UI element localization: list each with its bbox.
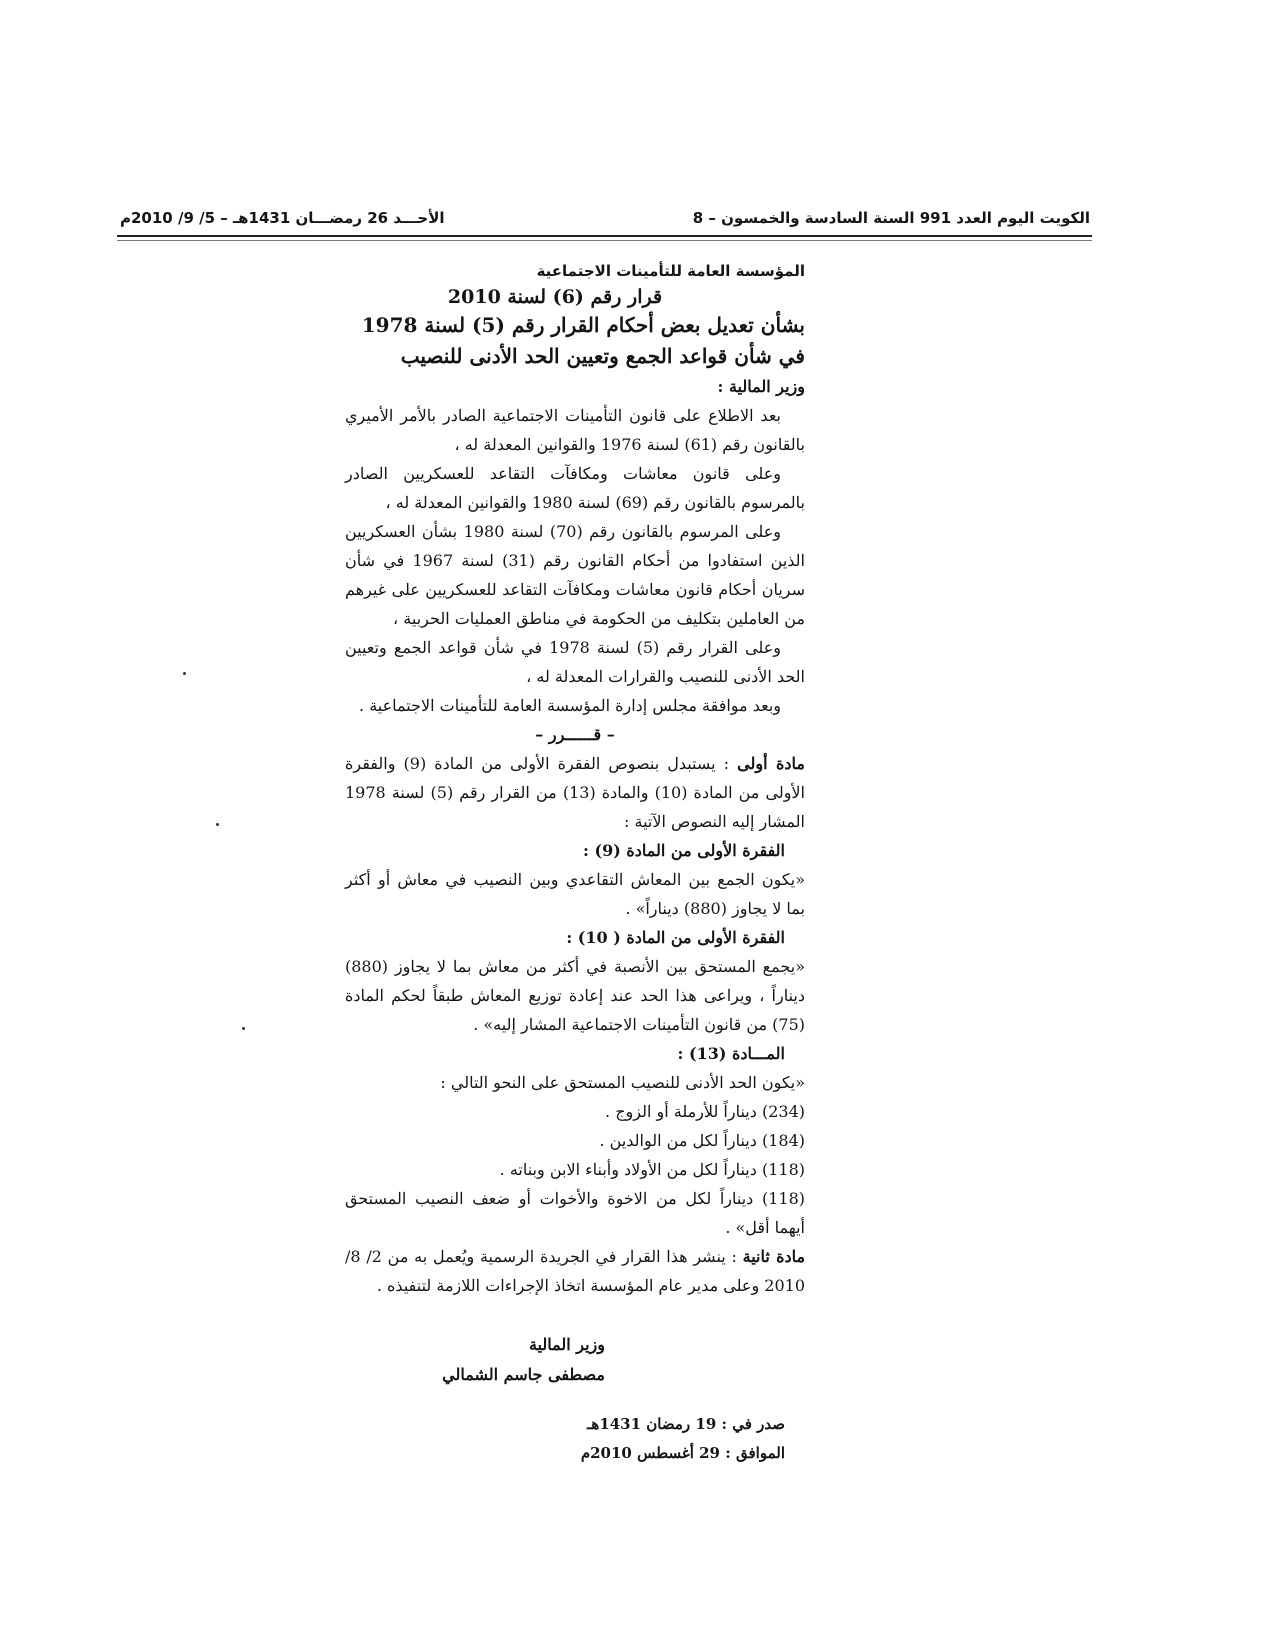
scan-speck xyxy=(242,1027,245,1030)
header-rule xyxy=(117,235,1092,237)
preamble-4: وعلى القرار رقم (5) لسنة 1978 في شأن قواعد الجمع وتعيين الحد الأدنى للنصيب والقرارات المعدلة له ، xyxy=(345,638,805,686)
article-9-para-text: «يكون الجمع بين المعاش التقاعدي وبين النصيب في معاش أو أكثر بما لا يجاوز (880) ديناراً» . xyxy=(345,870,805,918)
signatory-name: مصطفى جاسم الشمالي xyxy=(442,1365,605,1384)
header-rule-thin xyxy=(117,240,1092,241)
article-13-intro: «يكون الحد الأدنى للنصيب المستحق على النحو التالي : xyxy=(440,1073,805,1092)
issue-date-hijri: صدر في : 19 رمضان 1431هـ xyxy=(587,1415,785,1433)
article-1-text: : يستبدل بنصوص الفقرة الأولى من المادة (9) والفقرة الأولى من المادة (10) والمادة (13) من القرار رقم (5) لسنة 1978 المشار إليه النصوص الآتية : xyxy=(345,754,806,831)
list-item: (184) ديناراً لكل من الوالدين . xyxy=(599,1131,805,1150)
subject-line-2: في شأن قواعد الجمع وتعيين الحد الأدنى للنصيب xyxy=(400,344,805,368)
list-item: (118) ديناراً لكل من الاخوة والأخوات أو ضعف النصيب المستحق أيهما أقل» . xyxy=(345,1189,805,1237)
preamble-2: وعلى قانون معاشات ومكافآت التقاعد للعسكريين الصادر بالمرسوم بالقانون رقم (69) لسنة 1980 والقوانين المعدلة له ، xyxy=(345,464,805,512)
decision-title: قرار رقم (6) لسنة 2010 xyxy=(447,286,663,308)
subject-line-1: بشأن تعديل بعض أحكام القرار رقم (5) لسنة 1978 xyxy=(361,313,805,337)
article-2-label: مادة ثانية xyxy=(742,1247,806,1266)
issue-date-gregorian: الموافق : 29 أغسطس 2010م xyxy=(580,1444,785,1462)
decides-heading: – قــــــرر – xyxy=(535,725,615,744)
signature-block xyxy=(345,1330,805,1390)
signatory-title: وزير المالية xyxy=(528,1335,605,1354)
preamble-5: وبعد موافقة مجلس إدارة المؤسسة العامة للتأمينات الاجتماعية . xyxy=(359,696,781,715)
article-10-para-text: «يجمع المستحق بين الأنصبة في أكثر من معاش بما لا يجاوز (880) ديناراً ، ويراعى هذا الحد عند إعادة توزيع المعاش طبقاً لحكم المادة (75) من قانون التأمينات الاجتماعية المشار إليه» . xyxy=(345,957,805,1034)
organization-name: المؤسسة العامة للتأمينات الاجتماعية xyxy=(536,262,805,280)
issue-date-block xyxy=(345,1410,805,1468)
page-header xyxy=(120,205,1090,231)
article-9-para-label: الفقرة الأولى من المادة (9) : xyxy=(583,841,785,860)
decision-column xyxy=(345,262,805,1468)
gazette-date: الأحـــد 26 رمضـــان 1431هـ – 5/ 9/ 2010م xyxy=(120,209,445,227)
scan-speck xyxy=(216,823,219,826)
preamble-3: وعلى المرسوم بالقانون رقم (70) لسنة 1980 بشأن العسكريين الذين استفادوا من أحكام القانون رقم (31) لسنة 1967 في شأن سريان أحكام قانون معاشات ومكافآت التقاعد للعسكريين على غيرهم من العاملين بتكليف من الحكومة في مناطق العمليات الحربية ، xyxy=(345,522,806,628)
article-13-label: المـــادة (13) : xyxy=(677,1044,785,1063)
minister-intro: وزير المالية : xyxy=(717,377,805,396)
article-2-text: : ينشر هذا القرار في الجريدة الرسمية ويُعمل به من 2/ 8/ 2010 وعلى مدير عام المؤسسة اتخاذ الإجراءات اللازمة لتنفيذه . xyxy=(345,1247,805,1295)
article-2 xyxy=(345,1242,805,1300)
preamble-1: بعد الاطلاع على قانون التأمينات الاجتماعية الصادر بالأمر الأميري بالقانون رقم (61) لسنة 1976 والقوانين المعدلة له ، xyxy=(345,406,805,454)
article-1 xyxy=(345,749,805,836)
article-10-para-label: الفقرة الأولى من المادة ( 10) : xyxy=(566,928,785,947)
list-item: (234) ديناراً للأرملة أو الزوج . xyxy=(605,1102,805,1121)
gazette-issue-info: الكويت اليوم العدد 991 السنة السادسة والخمسون – 8 xyxy=(692,209,1090,227)
scan-speck xyxy=(183,672,186,675)
article-1-label: مادة أولى xyxy=(737,754,805,773)
list-item: (118) ديناراً لكل من الأولاد وأبناء الابن وبناته . xyxy=(499,1160,805,1179)
